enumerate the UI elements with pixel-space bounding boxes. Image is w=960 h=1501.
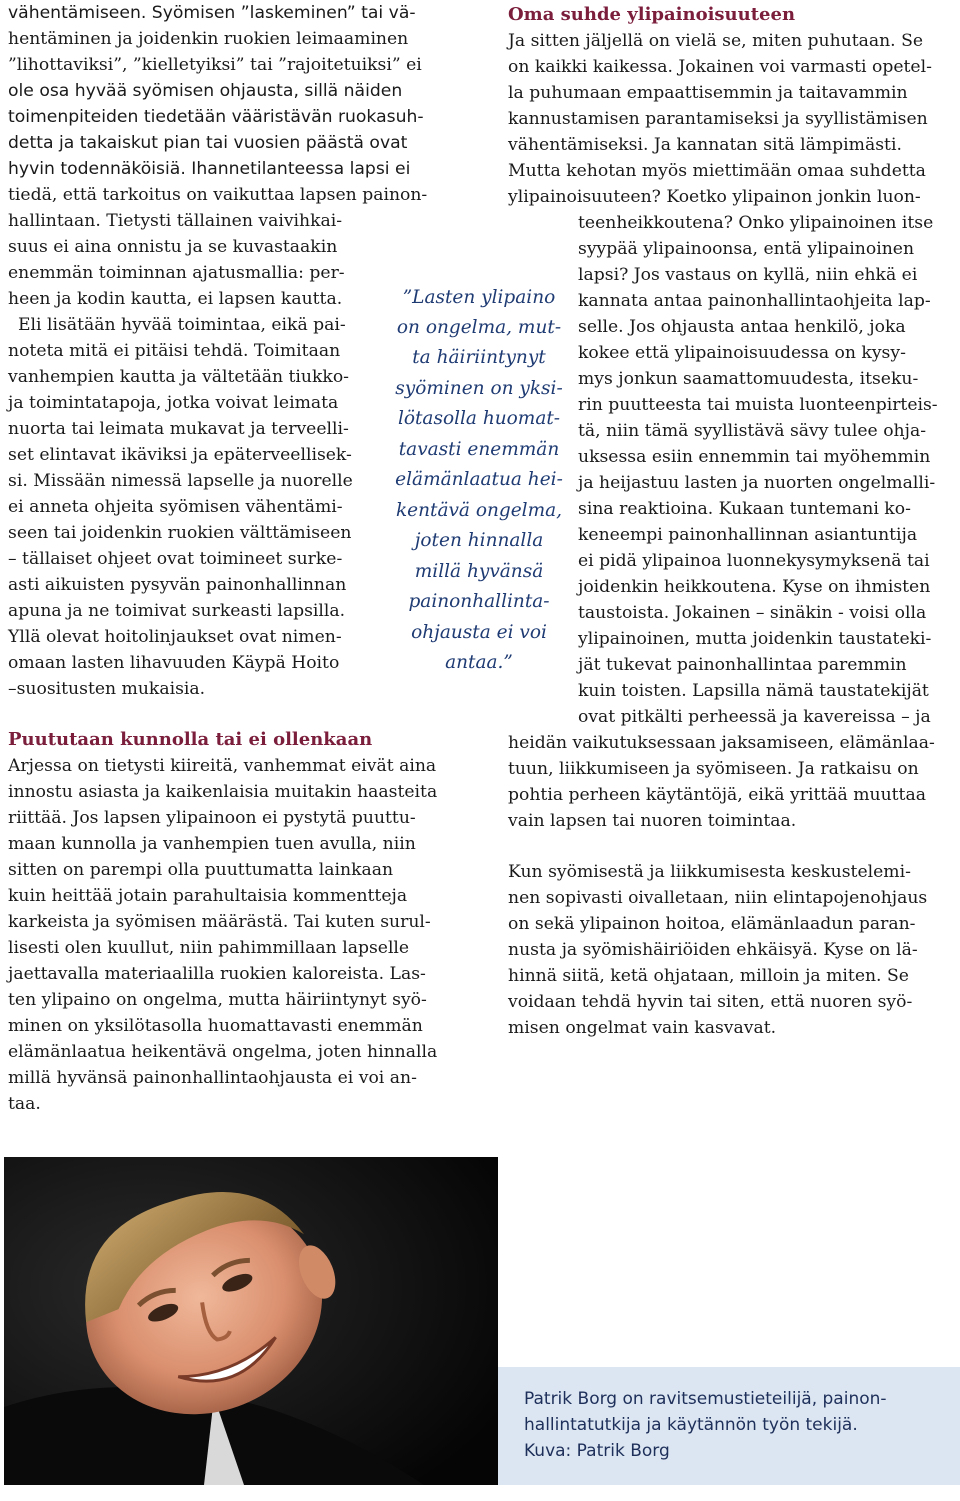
- body-text-line: taa.: [8, 1094, 41, 1114]
- body-text-line: jät tukevat painonhallintaa paremmin: [578, 655, 907, 675]
- pull-quote-line: ohjausta ei voi: [411, 622, 547, 643]
- body-text-line: selle. Jos ohjausta antaa henkilö, joka: [578, 317, 906, 337]
- body-text-line: jaettavalla materiaalilla ruokien kaloreista. Las-: [8, 964, 426, 984]
- body-text-line: Mutta kehotan myös miettimään omaa suhdetta: [508, 161, 926, 181]
- body-text-line: – tällaiset ohjeet ovat toimineet surke-: [8, 549, 343, 569]
- pull-quote-line: joten hinnalla: [414, 530, 544, 551]
- body-text-line: kuin toisten. Lapsilla nämä taustatekijät: [578, 681, 929, 701]
- body-text-line: misen ongelmat vain kasvavat.: [508, 1018, 777, 1038]
- pull-quote-line: millä hyvänsä: [414, 561, 544, 582]
- body-text-line: joidenkin heikkoutena. Kyse on ihmisten: [578, 577, 931, 597]
- body-text-line: ”lihottaviksi”, ”kielletyiksi” tai ”rajoitetuiksi” ei: [8, 55, 422, 75]
- body-text-line: suus ei aina onnistu ja se kuvastaakin: [8, 237, 338, 257]
- body-text-line: set elintavat ikäviksi ja epäterveellisek-: [8, 445, 352, 465]
- body-text-line: hallintaan. Tietysti tällainen vaivihkai-: [8, 211, 343, 231]
- body-text-line: ja heijastuu lasten ja nuorten ongelmalli-: [578, 473, 936, 493]
- body-text-line: tä, niin tämä syyllistävä sävy tulee ohja-: [578, 421, 926, 441]
- caption-line: hallintatutkija ja käytännön työn tekijä.: [524, 1415, 858, 1435]
- body-text-line: vähentämiseen. Syömisen ”laskeminen” tai vä-: [8, 3, 416, 23]
- body-text-line: nusta ja syömishäiriöiden ehkäisyä. Kyse on lä-: [508, 940, 918, 960]
- pull-quote-line: on ongelma, mut-: [396, 317, 562, 338]
- photo-caption: [498, 1367, 960, 1485]
- body-text-line: la puhumaan empaattisemmin ja taitavammin: [508, 83, 908, 103]
- body-text-line: Yllä olevat hoitolinjaukset ovat nimen-: [8, 627, 342, 647]
- body-text-line: minen on yksilötasolla huomattavasti enemmän: [8, 1016, 423, 1036]
- body-text-line: Kun syömisestä ja liikkumisesta keskustelemi-: [508, 862, 911, 882]
- body-text-line: si. Missään nimessä lapselle ja nuorelle: [8, 471, 353, 491]
- body-text-line: kannata antaa painonhallintaohjeita lap-: [578, 291, 931, 311]
- pull-quote-line: painonhallinta-: [408, 591, 550, 612]
- body-text-line: ei anneta ohjeita syömisen vähentämi-: [8, 497, 343, 517]
- body-text-line: kokee että ylipainoisuudessa on kysy-: [578, 343, 906, 363]
- body-text-line: kannustamisen parantamiseksi ja syyllistämisen: [508, 109, 928, 129]
- body-text-line: ten ylipaino on ongelma, mutta häiriintynyt syö-: [8, 990, 427, 1010]
- caption-line: Patrik Borg on ravitsemustieteilijä, painon-: [524, 1389, 887, 1409]
- body-text-line: keneempi painonhallinnan asiantuntija: [578, 525, 918, 545]
- body-text-line: apuna ja ne toimivat surkeasti lapsilla.: [8, 601, 346, 621]
- body-text-line: syypää ylipainoonsa, entä ylipainoinen: [578, 239, 915, 259]
- pull-quote-line: kentävä ongelma,: [395, 500, 563, 521]
- body-text-line: Arjessa on tietysti kiireitä, vanhemmat eivät aina: [8, 756, 437, 776]
- body-text-line: –suositusten mukaisia.: [8, 679, 206, 699]
- body-text-line: enemmän toiminnan ajatusmallia: per-: [8, 263, 345, 283]
- body-text-line: vanhempien kautta ja vältetään tiukko-: [8, 367, 349, 387]
- body-text-line: innostu asiasta ja kaikenlaisia muitakin haasteita: [8, 782, 438, 802]
- body-text-line: taustoista. Jokainen – sinäkin - voisi olla: [578, 603, 927, 623]
- pull-quote-line: ta häiriintynyt: [412, 347, 546, 368]
- body-text-line: heen ja kodin kautta, ei lapsen kautta.: [8, 289, 343, 309]
- body-text-line: on kaikki kaikessa. Jokainen voi varmasti opetel-: [508, 57, 932, 77]
- body-text-line: uksessa esiin ennemmin tai myöhemmin: [578, 447, 931, 467]
- body-text-line: toimenpiteiden tiedetään vääristävän ruokasuh-: [8, 107, 424, 127]
- section-heading: Oma suhde ylipainoisuuteen: [508, 4, 796, 25]
- body-text-line: kuin heittää jotain parahultaisia kommentteja: [8, 886, 408, 906]
- body-text-line: omaan lasten lihavuuden Käypä Hoito: [8, 653, 340, 673]
- body-text-line: seen tai joidenkin ruokien välttämiseen: [8, 523, 352, 543]
- body-text-line: ole osa hyvää syömisen ohjausta, sillä näiden: [8, 81, 403, 101]
- pull-quote-line: syöminen on yksi-: [395, 378, 563, 399]
- body-text-line: ylipainoinen, mutta joidenkin taustateki-: [578, 629, 932, 649]
- body-text-line: tiedä, että tarkoitus on vaikuttaa lapsen painon-: [8, 185, 428, 205]
- body-text-line: nuorta tai leimata mukavat ja terveelli-: [8, 419, 349, 439]
- body-text-line: asti aikuisten pysyvän painonhallinnan: [8, 575, 347, 595]
- body-text-line: nen sopivasti oivalletaan, niin elintapojenohjaus: [508, 888, 928, 908]
- body-text-line: voidaan tehdä hyvin tai siten, että nuoren syö-: [508, 992, 913, 1012]
- body-text-line: tuun, liikkumiseen ja syömiseen. Ja ratkaisu on: [508, 759, 919, 779]
- body-text-line: hinnä siitä, ketä ohjataan, milloin ja miten. Se: [508, 966, 909, 986]
- pull-quote-line: antaa.”: [445, 652, 513, 673]
- body-text-line: ei pidä ylipainoa luonnekysymyksenä tai: [578, 551, 930, 571]
- body-text-line: karkeista ja syömisen määrästä. Tai kuten surul-: [8, 912, 431, 932]
- portrait-photo: [4, 1157, 498, 1485]
- body-text-line: Eli lisätään hyvää toimintaa, eikä pai-: [18, 315, 346, 335]
- section-heading: Puututaan kunnolla tai ei ollenkaan: [8, 729, 373, 750]
- caption-line: Kuva: Patrik Borg: [524, 1441, 670, 1461]
- pull-quote-line: lötasolla huomat-: [397, 408, 561, 429]
- body-text-line: vähentämiseksi. Ja kannatan sitä lämpimästi.: [508, 135, 902, 155]
- body-text-line: pohtia perheen käytäntöjä, eikä yrittää muuttaa: [508, 785, 926, 805]
- body-text-line: riittää. Jos lapsen ylipainoon ei pystytä puuttu-: [8, 808, 416, 828]
- body-text-line: mys jonkun saamattomuudesta, itseku-: [578, 369, 919, 389]
- body-text-line: heidän vaikutuksessaan jaksamiseen, elämänlaa-: [508, 733, 935, 753]
- pull-quote-line: tavasti enemmän: [398, 439, 560, 460]
- body-text-line: millä hyvänsä painonhallintaohjausta ei voi an-: [8, 1068, 417, 1088]
- body-text-line: hentäminen ja joidenkin ruokien leimaaminen: [8, 29, 409, 49]
- body-text-line: Ja sitten jäljellä on vielä se, miten puhutaan. Se: [508, 31, 924, 51]
- body-text-line: hyvin todennäköisiä. Ihannetilanteessa lapsi ei: [8, 159, 411, 179]
- portrait-illustration: [4, 1157, 498, 1485]
- body-text-line: teenheikkoutena? Onko ylipainoinen itse: [578, 213, 934, 233]
- body-text-line: ylipainoisuuteen? Koetko ylipainon jonkin luon-: [508, 187, 921, 207]
- body-text-line: rin puutteesta tai muista luonteenpirteis-: [578, 395, 938, 415]
- body-text-line: lisesti olen kuullut, niin pahimmillaan lapselle: [8, 938, 410, 958]
- body-text-line: elämänlaatua heikentävä ongelma, joten hinnalla: [8, 1042, 438, 1062]
- body-text-line: noteta mitä ei pitäisi tehdä. Toimitaan: [8, 341, 341, 361]
- body-text-line: vain lapsen tai nuoren toimintaa.: [508, 811, 797, 831]
- pull-quote-line: elämänlaatua hei-: [395, 469, 563, 490]
- pull-quote-line: ”Lasten ylipaino: [402, 287, 556, 308]
- body-text-line: sitten on parempi olla puuttumatta lainkaan: [8, 860, 394, 880]
- body-text-line: detta ja takaiskut pian tai vuosien päästä ovat: [8, 133, 408, 153]
- body-text-line: ja toimintatapoja, jotka voivat leimata: [8, 393, 339, 413]
- body-text-line: lapsi? Jos vastaus on kyllä, niin ehkä ei: [578, 265, 918, 285]
- body-text-line: on sekä ylipainon hoitoa, elämänlaadun paran-: [508, 914, 916, 934]
- body-text-line: sina reaktioina. Kukaan tuntemani ko-: [578, 499, 911, 519]
- body-text-line: maan kunnolla ja vanhempien tuen avulla, niin: [8, 834, 416, 854]
- body-text-line: ovat pitkälti perheessä ja kavereissa – ja: [578, 707, 931, 727]
